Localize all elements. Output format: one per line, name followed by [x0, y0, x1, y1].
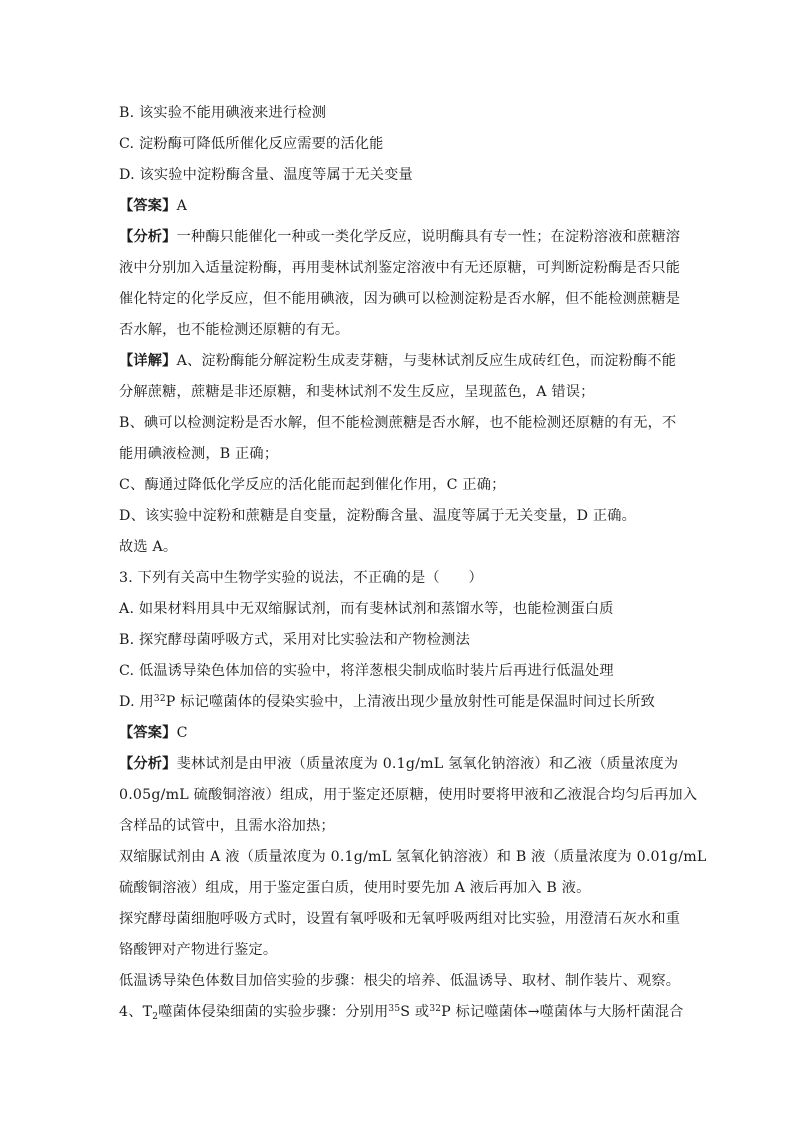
phage-text-s: S 或: [400, 1004, 430, 1020]
q2-option-d: D. 该实验中淀粉酶含量、温度等属于无关变量: [119, 167, 413, 183]
analysis-tag: 【分析】: [119, 229, 177, 245]
isotope-mass-s: 35: [388, 1004, 401, 1014]
q3-option-d: [119, 692, 655, 712]
q3-analysis-line-5: 硫酸铜溶液）组成，用于鉴定蛋白质，使用时要先加 A 液后再加入 B 液。: [119, 880, 591, 896]
q3-analysis-line-3: 含样品的试管中，且需水浴加热；: [119, 818, 335, 834]
q3-analysis-line-9: [119, 1002, 684, 1022]
q3-analysis-line-8: 低温诱导染色体数目加倍实验的步骤：根尖的培养、低温诱导、取材、制作装片、观察。: [119, 973, 681, 989]
analysis-tag: 【分析】: [119, 756, 177, 772]
q3-option-b: B. 探究酵母菌呼吸方式，采用对比实验法和产物检测法: [119, 632, 470, 648]
answer-value: A: [176, 198, 188, 214]
q2-detail-line-3: B、碘可以检测淀粉是否水解，但不能检测蔗糖是否水解，也不能检测还原糖的有无，不: [119, 415, 677, 431]
phage-prefix: 4、T: [119, 1004, 153, 1020]
analysis-text: 一种酶只能催化一种或一类化学反应，说明酶具有专一性；在淀粉溶液和蔗糖溶: [176, 229, 681, 245]
isotope-mass: 32: [153, 694, 166, 704]
q2-analysis-line-1: [119, 227, 680, 247]
q2-option-c: C. 淀粉酶可降低所催化反应需要的活化能: [119, 136, 384, 152]
q3-analysis-line-2: 0.05g/mL 硫酸铜溶液）组成，用于鉴定还原糖，使用时要将甲液和乙液混合均匀后再加入: [119, 787, 698, 803]
q2-analysis-line-4: 否水解，也不能检测还原糖的有无。: [119, 322, 350, 338]
q2-detail-line-6: D、该实验中淀粉和蔗糖是自变量，淀粉酶含量、温度等属于无关变量，D 正确。: [119, 508, 637, 524]
answer-tag: 【答案】: [119, 198, 177, 214]
q2-detail-line-5: C、酶通过降低化学反应的活化能而起到催化作用，C 正确；: [119, 477, 506, 493]
q2-option-b: B. 该实验不能用碘液来进行检测: [119, 105, 327, 121]
q3-option-a: A. 如果材料用具中无双缩脲试剂，而有斐林试剂和蒸馏水等，也能检测蛋白质: [119, 601, 614, 617]
answer-value: C: [176, 725, 188, 741]
analysis-text: 斐林试剂是由甲液（质量浓度为 0.1g/mL 氢氧化钠溶液）和乙液（质量浓度为: [176, 756, 679, 772]
q2-conclusion: 故选 A。: [119, 539, 178, 555]
q3-option-c: C. 低温诱导染色体加倍的实验中，将洋葱根尖制成临时装片后再进行低温处理: [119, 663, 614, 679]
detail-tag: 【详解】: [119, 353, 177, 369]
q3-analysis-line-4: 双缩脲试剂由 A 液（质量浓度为 0.1g/mL 氢氧化钠溶液）和 B 液（质量浓度为 0.01g/mL: [119, 849, 707, 865]
option-d-prefix: D. 用: [119, 694, 154, 710]
q2-detail-line-4: 能用碘液检测，B 正确；: [119, 446, 279, 462]
q3-analysis-line-6: 探究酵母菌细胞呼吸方式时，设置有氧呼吸和无氧呼吸两组对比实验，用澄清石灰水和重: [119, 911, 681, 927]
q2-analysis-line-2: 液中分别加入适量淀粉酶，再用斐林试剂鉴定溶液中有无还原糖，可判断淀粉酶是否只能: [119, 260, 681, 276]
phage-text-end: P 标记噬菌体→噬菌体与大肠杆菌混合: [441, 1004, 684, 1020]
isotope-mass-p: 32: [429, 1004, 442, 1014]
q3-analysis-line-1: [119, 754, 678, 774]
phage-text: 噬菌体侵染细菌的实验步骤：分别用: [158, 1004, 389, 1020]
detail-text: A、淀粉酶能分解淀粉生成麦芽糖，与斐林试剂反应生成砖红色，而淀粉酶不能: [176, 353, 677, 369]
q2-detail-line-1: [119, 351, 676, 371]
q3-stem: 3. 下列有关高中生物学实验的说法，不正确的是（ ）: [119, 570, 483, 586]
q2-detail-line-2: 分解蔗糖，蔗糖是非还原糖，和斐林试剂不发生反应，呈现蓝色，A 错误；: [119, 384, 595, 400]
answer-tag: 【答案】: [119, 725, 177, 741]
q2-answer: [119, 196, 187, 216]
q2-analysis-line-3: 催化特定的化学反应，但不能用碘液，因为碘可以检测淀粉是否水解，但不能检测蔗糖是: [119, 291, 681, 307]
option-d-text: P 标记噬菌体的侵染实验中，上清液出现少量放射性可能是保温时间过长所致: [165, 694, 655, 710]
phage-subscript: 2: [152, 1012, 159, 1022]
q3-analysis-line-7: 铬酸钾对产物进行鉴定。: [119, 942, 278, 958]
q3-answer: [119, 723, 188, 743]
